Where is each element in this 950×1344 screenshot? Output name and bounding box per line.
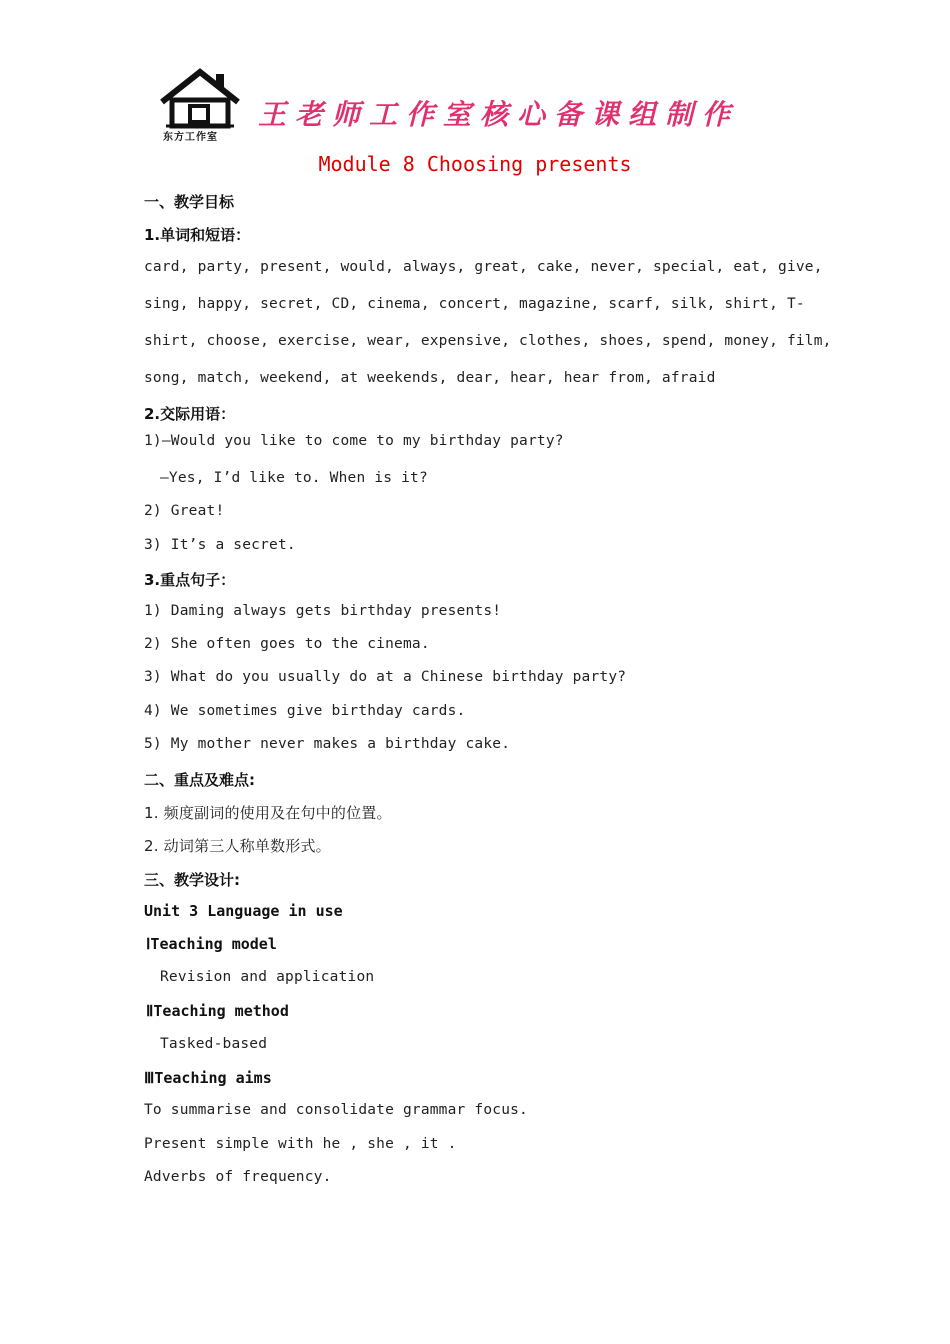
- sentence-line: 1) Daming always gets birthday presents!: [144, 603, 502, 619]
- teaching-model-text: Revision and application: [160, 969, 375, 985]
- logo-caption: 东方工作室: [163, 132, 218, 143]
- subheading-words: 1.单词和短语：: [144, 226, 251, 244]
- aim-line: Present simple with he , she , it .: [144, 1136, 457, 1152]
- section-heading-3: 三、教学设计:: [144, 871, 240, 889]
- sentence-line: 4) We sometimes give birthday cards.: [144, 703, 466, 719]
- sentence-line: 5) My mother never makes a birthday cake.: [144, 736, 511, 752]
- dialogue-line: 3) It’s a secret.: [144, 537, 296, 553]
- page-title: Module 8 Choosing presents: [318, 152, 632, 176]
- subheading-dialogue: 2.交际用语：: [144, 405, 236, 423]
- unit-heading: Unit 3 Language in use: [144, 902, 343, 920]
- banner-text: 王老师工作室核心备课组制作: [258, 98, 740, 131]
- teaching-aims-heading: ⅢTeaching aims: [144, 1069, 272, 1087]
- word-line: song, match, weekend, at weekends, dear, hear, hear from, afraid: [144, 370, 716, 386]
- sentence-line: 3) What do you usually do at a Chinese birthday party?: [144, 669, 627, 685]
- keypoint-line: 2. 动词第三人称单数形式。: [144, 837, 331, 855]
- dialogue-line: 2) Great!: [144, 503, 225, 519]
- teaching-method-heading: ⅡTeaching method: [146, 1002, 289, 1020]
- aim-line: Adverbs of frequency.: [144, 1169, 332, 1185]
- word-line: card, party, present, would, always, great, cake, never, special, eat, give,: [144, 259, 823, 275]
- teaching-model-heading: ⅠTeaching model: [146, 935, 277, 953]
- section-heading-1: 一、教学目标: [144, 193, 235, 211]
- aim-line: To summarise and consolidate grammar focus.: [144, 1102, 528, 1118]
- teaching-method-text: Tasked-based: [160, 1036, 268, 1052]
- subheading-sentences: 3.重点句子：: [144, 571, 236, 589]
- section-heading-2: 二、重点及难点:: [144, 771, 255, 789]
- keypoint-line: 1. 频度副词的使用及在句中的位置。: [144, 804, 392, 822]
- word-line: sing, happy, secret, CD, cinema, concert, magazine, scarf, silk, shirt, T-: [144, 296, 805, 312]
- dialogue-line: —Yes, I’d like to. When is it?: [160, 470, 428, 486]
- sentence-line: 2) She often goes to the cinema.: [144, 636, 430, 652]
- word-line: shirt, choose, exercise, wear, expensive, clothes, shoes, spend, money, film,: [144, 333, 832, 349]
- dialogue-line: 1)—Would you like to come to my birthday party?: [144, 433, 564, 449]
